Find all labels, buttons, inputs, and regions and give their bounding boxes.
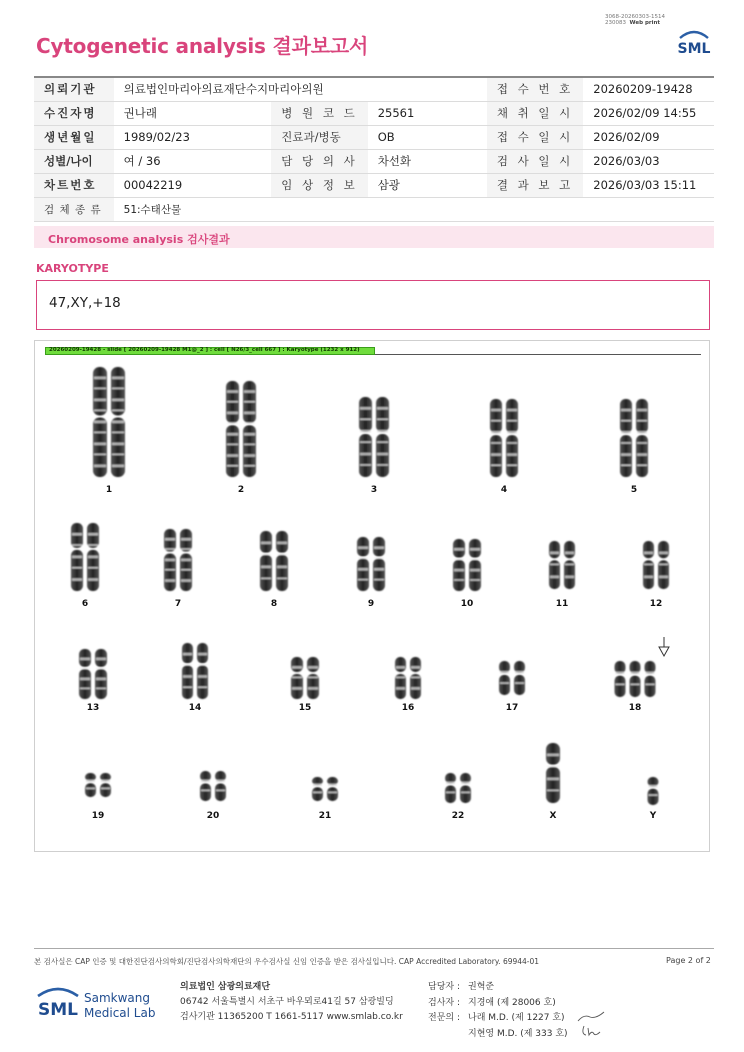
karyotype-value: 47,XY,+18 — [49, 295, 121, 311]
chromosome-label: 17 — [505, 703, 519, 713]
chromosome-3 — [376, 397, 389, 477]
svg-text:Samkwang: Samkwang — [84, 991, 150, 1005]
label-chart-number: 차트번호 — [34, 173, 114, 197]
chromosome-13 — [79, 649, 91, 699]
chromosome-Y — [648, 777, 659, 805]
chromosome-2 — [226, 381, 239, 477]
value-chart-number: 00042219 — [114, 173, 272, 197]
chromosome-12 — [643, 541, 654, 589]
label-clinical-info: 임 상 정 보 — [271, 173, 367, 197]
chromosome-15 — [307, 657, 319, 699]
value-clinical-info: 삼광 — [368, 173, 487, 197]
patient-info-table — [34, 76, 714, 222]
label-receipt-number: 접 수 번 호 — [487, 77, 583, 101]
chromosome-label: Y — [649, 811, 657, 821]
chromosome-label: 9 — [367, 599, 375, 609]
chromosome-18 — [615, 661, 626, 697]
chromosome-13 — [95, 649, 107, 699]
chromosome-1 — [93, 367, 107, 477]
chromosome-10 — [469, 539, 481, 591]
organization-contact: 검사기관 11365200 T 1661-5117 www.smlab.co.kr — [180, 1012, 403, 1022]
page-number: Page 2 of 2 — [666, 956, 711, 965]
organization-info — [180, 980, 403, 1025]
table-row — [34, 125, 714, 149]
chromosome-label: 20 — [206, 811, 220, 821]
value-receipt-number: 20260209-19428 — [583, 77, 714, 101]
chromosome-label: 22 — [451, 811, 465, 821]
chromosome-label: 5 — [630, 485, 638, 495]
karyotype-label: KARYOTYPE — [36, 262, 109, 275]
table-row — [34, 173, 714, 197]
chromosome-label: 8 — [270, 599, 278, 609]
section-title: Chromosome analysis 검사결과 — [48, 233, 230, 246]
chromosome-6 — [87, 523, 99, 591]
staff-row: 전문의 : 나래 M.D. (제 1227 호) — [428, 1013, 565, 1023]
label-sex-age: 성별/나이 — [34, 149, 114, 173]
table-row — [34, 149, 714, 173]
chromosome-20 — [200, 771, 211, 801]
staff-row: 담당자 : 권혁준 — [428, 982, 495, 992]
chromosome-4 — [490, 399, 502, 477]
accreditation-note: 본 검사실은 CAP 인증 및 대한진단검사의학회/진단검사의학재단의 우수검사실 신임 인증을 받은 검사실입니다. CAP Accredited Laboratory. 69944-01 — [34, 957, 540, 966]
chromosome-9 — [373, 537, 385, 591]
karyogram-image — [34, 340, 710, 852]
label-receipt-datetime: 접 수 일 시 — [487, 125, 583, 149]
footer-divider — [34, 948, 714, 949]
chromosome-9 — [357, 537, 369, 591]
chromosome-label: 1 — [105, 485, 113, 495]
chromosome-16 — [410, 657, 421, 699]
chromosome-15 — [291, 657, 303, 699]
chromosome-label: 3 — [370, 485, 378, 495]
chromosome-8 — [260, 531, 272, 591]
table-row — [34, 197, 714, 221]
chromosome-label: 16 — [401, 703, 415, 713]
chromosome-17 — [499, 661, 510, 695]
value-specimen-type: 51:수태산물 — [114, 197, 714, 221]
label-patient-name: 수진자명 — [34, 101, 114, 125]
chromosome-5 — [636, 399, 648, 477]
value-result-report: 2026/03/03 15:11 — [583, 173, 714, 197]
table-row — [34, 101, 714, 125]
chromosome-label: 4 — [500, 485, 508, 495]
staff-row: 지현영 M.D. (제 333 호) — [468, 1028, 568, 1039]
chromosome-19 — [85, 773, 96, 797]
karyogram-chromosomes — [35, 341, 711, 853]
trisomy-arrow-icon — [659, 637, 669, 656]
sml-logo — [674, 22, 714, 62]
label-department: 진료과/병동 — [271, 125, 367, 149]
label-collection-datetime: 채 취 일 시 — [487, 101, 583, 125]
chromosome-7 — [164, 529, 176, 591]
svg-text:SML: SML — [677, 41, 711, 57]
chromosome-22 — [460, 773, 471, 803]
value-receipt-datetime: 2026/02/09 — [583, 125, 714, 149]
label-hospital-code: 병 원 코 드 — [271, 101, 367, 125]
chromosome-label: 13 — [86, 703, 100, 713]
chromosome-4 — [506, 399, 518, 477]
label-requesting-institution: 의뢰기관 — [34, 77, 114, 101]
chromosome-3 — [359, 397, 372, 477]
chromosome-18 — [645, 661, 656, 697]
value-collection-datetime: 2026/02/09 14:55 — [583, 101, 714, 125]
signature-icon — [580, 1022, 604, 1038]
chromosome-17 — [514, 661, 525, 695]
chromosome-X — [546, 743, 560, 803]
value-birth-date: 1989/02/23 — [114, 125, 272, 149]
chromosome-label: 19 — [91, 811, 105, 821]
chromosome-1 — [111, 367, 125, 477]
chromosome-label: 10 — [460, 599, 474, 609]
svg-text:Medical Lab: Medical Lab — [84, 1006, 156, 1020]
chromosome-6 — [71, 523, 83, 591]
chromosome-label: 14 — [188, 703, 202, 713]
chromosome-8 — [276, 531, 288, 591]
organization-name: 의료법인 삼광의료재단 — [180, 982, 271, 992]
chromosome-16 — [395, 657, 406, 699]
value-test-datetime: 2026/03/03 — [583, 149, 714, 173]
label-test-datetime: 검 사 일 시 — [487, 149, 583, 173]
chromosome-20 — [215, 771, 226, 801]
value-patient-name: 권나래 — [114, 101, 272, 125]
chromosome-14 — [182, 643, 193, 699]
chromosome-5 — [620, 399, 632, 477]
svg-text:SML: SML — [38, 1000, 78, 1020]
page-title: Cytogenetic analysis 결과보고서 — [36, 34, 369, 58]
chromosome-21 — [327, 777, 338, 801]
chromosome-label: 21 — [318, 811, 332, 821]
karyotype-result-box — [36, 280, 710, 330]
chromosome-19 — [100, 773, 111, 797]
chromosome-label: 15 — [298, 703, 312, 713]
label-doctor: 담 당 의 사 — [271, 149, 367, 173]
label-specimen-type: 검 체 종 류 — [34, 197, 114, 221]
chromosome-18 — [630, 661, 641, 697]
value-department: OB — [368, 125, 487, 149]
chromosome-label: 7 — [174, 599, 182, 609]
value-requesting-institution: 의료법인마리아의료재단수지마리아의원 — [114, 77, 487, 101]
chromosome-11 — [549, 541, 560, 589]
chromosome-label: 18 — [628, 703, 642, 713]
staff-info — [428, 980, 568, 1042]
table-row — [34, 77, 714, 101]
chromosome-11 — [564, 541, 575, 589]
value-sex-age: 여 / 36 — [114, 149, 272, 173]
label-birth-date: 생년월일 — [34, 125, 114, 149]
chromosome-2 — [243, 381, 256, 477]
chromosome-12 — [658, 541, 669, 589]
chromosome-14 — [197, 643, 208, 699]
image-caption: 20260209-19428 - slide [ 20260209-19428 M1@_2 ] : cell [ N26/3_cell 667 ] : Karyotype (1232 x 912) — [49, 347, 360, 353]
label-result-report: 결 과 보 고 — [487, 173, 583, 197]
organization-address: 06742 서울특별시 서초구 바우뫼로41길 57 삼광빌딩 — [180, 997, 394, 1007]
chromosome-label: X — [549, 811, 557, 821]
staff-row: 검사자 : 지경애 (제 28006 호) — [428, 997, 556, 1008]
value-doctor: 차선화 — [368, 149, 487, 173]
chromosome-10 — [453, 539, 465, 591]
chromosome-label: 11 — [555, 599, 569, 609]
chromosome-label: 2 — [237, 485, 245, 495]
chromosome-label: 12 — [649, 599, 663, 609]
result-section-header — [34, 226, 714, 248]
chromosome-label: 6 — [81, 599, 89, 609]
chromosome-21 — [312, 777, 323, 801]
value-hospital-code: 25561 — [368, 101, 487, 125]
samkwang-logo — [36, 982, 166, 1026]
chromosome-7 — [180, 529, 192, 591]
chromosome-22 — [445, 773, 456, 803]
document-code: 3068-20260303-1514 230083 Web print — [605, 14, 665, 26]
